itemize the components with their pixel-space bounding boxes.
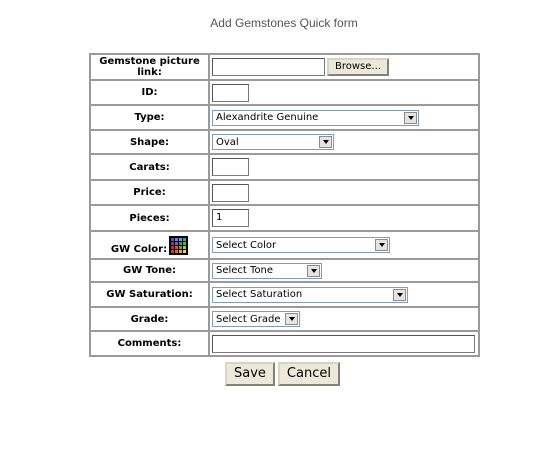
gw-tone-selected-value: Select Tone [216,265,274,276]
price-input[interactable] [212,184,249,202]
gw-saturation-selected-value: Select Saturation [216,289,303,300]
row-picture-link [90,54,479,80]
grade-label: Grade: [90,307,209,331]
row-gw-color [90,231,479,259]
form-actions [225,362,343,386]
picture-link-input[interactable] [212,58,325,76]
carats-label: Carats: [90,154,209,180]
color-palette-icon[interactable] [169,236,188,255]
row-gw-saturation [90,282,479,307]
chevron-down-icon[interactable] [404,112,417,124]
id-input[interactable] [212,84,249,102]
comments-input[interactable] [212,335,475,353]
chevron-down-icon[interactable] [319,136,332,148]
price-label: Price: [90,180,209,205]
pieces-label: Pieces: [90,205,209,231]
row-id [90,80,479,105]
page-title: Add Gemstones Quick form [210,16,358,30]
gw-saturation-select[interactable] [212,287,408,303]
gw-tone-select[interactable] [212,263,322,279]
shape-selected-value: Oval [216,136,239,148]
gw-color-label: GW Color: [110,243,168,255]
gemstone-form-table [89,53,480,357]
chevron-down-icon[interactable] [393,289,406,301]
comments-label: Comments: [90,331,209,356]
browse-button[interactable]: Browse... [327,58,389,76]
carats-input[interactable] [212,158,249,176]
grade-selected-value: Select Grade [216,313,281,325]
gw-color-selected-value: Select Color [216,239,277,251]
picture-link-label: Gemstone picture link: [90,54,209,80]
gw-color-select[interactable] [212,237,390,253]
pieces-input[interactable]: 1 [212,209,249,227]
row-carats [90,154,479,180]
type-selected-value: Alexandrite Genuine [216,112,319,123]
grade-select[interactable] [212,311,300,327]
id-label: ID: [90,80,209,105]
chevron-down-icon[interactable] [307,265,320,277]
row-type [90,105,479,130]
chevron-down-icon[interactable] [375,239,388,251]
type-label: Type: [90,105,209,130]
row-price [90,180,479,205]
gw-saturation-label: GW Saturation: [90,282,209,307]
row-grade [90,307,479,331]
row-pieces [90,205,479,231]
shape-label: Shape: [90,130,209,154]
type-select[interactable] [212,110,419,126]
chevron-down-icon[interactable] [285,313,298,325]
cancel-button[interactable]: Cancel [278,362,340,386]
row-shape [90,130,479,154]
row-comments [90,331,479,356]
shape-select[interactable] [212,134,334,150]
row-gw-tone [90,259,479,282]
save-button[interactable]: Save [225,362,275,386]
gw-tone-label: GW Tone: [90,259,209,282]
